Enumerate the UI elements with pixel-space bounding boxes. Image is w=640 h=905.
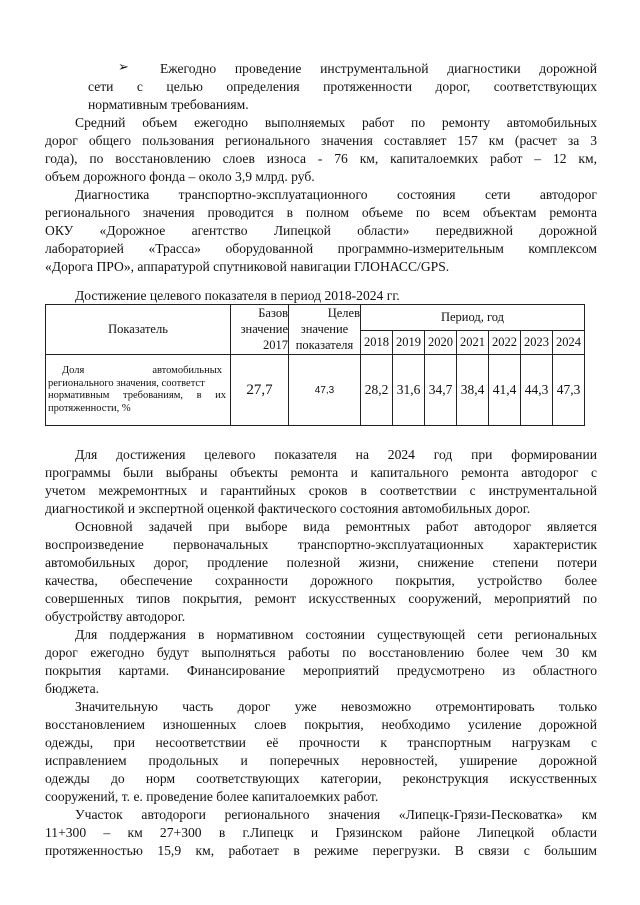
target-indicator-table	[45, 304, 585, 426]
paragraph-line: ОКУ «Дорожное агентство Липецкой области» передвижной дорожной	[45, 223, 597, 238]
paragraph-line: обустройству автодорог.	[45, 609, 186, 624]
year-value-cell: 31,6	[393, 355, 425, 426]
row-label	[46, 355, 231, 426]
paragraph-line: Участок автодороги регионального значения «Липецк-Грязи-Песковатка» км	[75, 807, 597, 822]
paragraph-line: совершенных типов покрытия, ремонт искусственных сооружений, мероприятий по	[45, 591, 597, 606]
row-label-line: протяженности, %	[48, 402, 131, 414]
header-year: 2022	[489, 331, 521, 355]
paragraph-line: Для достижения целевого показателя на 2024 год при формировании	[75, 447, 597, 462]
paragraph-line: Диагностика транспортно-эксплуатационного состояния сети автодорог	[75, 187, 597, 202]
paragraph-line: учетом межремонтных и гарантийных сроков в соответствии с инструментальной	[45, 483, 597, 498]
row-label-line: нормативным требованиям, в их	[48, 390, 226, 401]
bullet-line: Ежегодно проведение инструментальной диагностики дорожной	[160, 61, 597, 76]
table-caption: Достижение целевого показателя в период 2018-2024 гг.	[75, 288, 400, 303]
header-target-line-2: значение	[300, 322, 349, 336]
year-value-cell: 41,4	[489, 355, 521, 426]
paragraph-line: Значительную часть дорог уже невозможно отремонтировать только	[75, 699, 597, 714]
row-label-line: регионального значения, соответст	[48, 377, 205, 389]
bullet-line: сети с целью определения протяженности дорог, соответствующих	[88, 79, 597, 94]
base-value-cell: 27,7	[231, 355, 289, 426]
paragraph-line: диагностикой и экспертной оценкой фактического состояния автомобильных дорог.	[45, 501, 531, 516]
paragraph-line: одежды, при несоответствии её прочности к транспортным нагрузкам с	[45, 735, 597, 750]
paragraph-line: Основной задачей при выборе вида ремонтных работ автодорог является	[75, 519, 597, 534]
paragraph-line: протяженностью 15,9 км, работает в режиме перегрузки. В связи с большим	[45, 843, 597, 858]
header-period: Период, год	[361, 305, 585, 331]
paragraph-line: сооружений, т. е. проведение более капиталоемких работ.	[45, 789, 379, 804]
paragraph-line: программы были выбраны объекты ремонта и капитального ремонта автодорог с	[45, 465, 597, 480]
paragraph-line: одежды до норм соответствующих категории, реконструкция искусственных	[45, 771, 597, 786]
bullet-arrow-icon: ➢	[118, 59, 129, 74]
paragraph-line: Для поддержания в нормативном состоянии существующей сети региональных	[75, 627, 597, 642]
target-value-cell: 47,3	[289, 355, 361, 426]
paragraph-line: года), по восстановлению слоев износа - 76 км, капиталоемких работ – 12 км,	[45, 151, 597, 166]
paragraph-line: исправлением продольных и поперечных неровностей, уширение дорожной	[45, 753, 597, 768]
year-value-cell: 44,3	[521, 355, 553, 426]
paragraph-line: восстановлением изношенных слоев покрытия, необходимо усиление дорожной	[45, 717, 597, 732]
bullet-line: нормативным требованиям.	[88, 97, 249, 112]
header-base-line-3: 2017	[263, 338, 288, 352]
paragraph-line: покрытия картами. Финансирование мероприятий предусмотрено из областного	[45, 663, 597, 678]
paragraph-line: автомобильных дорог, продление полезной жизни, снижение степени потери	[45, 555, 597, 570]
paragraph-line: качества, обеспечение сохранности дорожного покрытия, устройство более	[45, 573, 597, 588]
header-year: 2018	[361, 331, 393, 355]
header-target-line-1: Целев	[327, 306, 360, 320]
paragraph-line: Средний объем ежегодно выполняемых работ по ремонту автомобильных	[75, 115, 597, 130]
paragraph-line: воспроизведение первоначальных транспортно-эксплуатационных характеристик	[45, 537, 597, 552]
header-base-value	[231, 305, 289, 355]
table-row	[46, 355, 585, 426]
header-year: 2023	[521, 331, 553, 355]
header-year: 2024	[553, 331, 585, 355]
year-value-cell: 28,2	[361, 355, 393, 426]
header-base-line-1: Базов	[258, 306, 288, 320]
row-label-line: Доля автомобильных	[62, 365, 222, 376]
year-value-cell: 47,3	[553, 355, 585, 426]
paragraph-line: дорог ежегодно будут выполняться работы по восстановлению более чем 30 км	[45, 645, 597, 660]
paragraph-line: бюджета.	[45, 681, 100, 696]
paragraph-line: 11+300 – км 27+300 в г.Липецк и Грязинском районе Липецкой области	[45, 825, 597, 840]
year-value-cell: 34,7	[425, 355, 457, 426]
header-target-value	[289, 305, 361, 355]
year-value-cell: 38,4	[457, 355, 489, 426]
header-year: 2021	[457, 331, 489, 355]
header-year: 2020	[425, 331, 457, 355]
header-target-line-3: показателя	[295, 338, 354, 352]
header-year: 2019	[393, 331, 425, 355]
paragraph-line: дорог общего пользования регионального значения составляет 157 км (расчет за 3	[45, 133, 597, 148]
header-indicator: Показатель	[46, 305, 231, 355]
header-base-line-2: значение	[240, 322, 288, 336]
paragraph-line: регионального значения проводится в полном объеме по всем объектам ремонта	[45, 205, 597, 220]
paragraph-line: лабораторией «Трасса» оборудованной программно-измерительным комплексом	[45, 241, 597, 256]
paragraph-line: объем дорожного фонда – около 3,9 млрд. руб.	[45, 169, 315, 184]
paragraph-line: «Дорога ПРО», аппаратурой спутниковой навигации ГЛОНАСС/GPS.	[45, 259, 450, 274]
